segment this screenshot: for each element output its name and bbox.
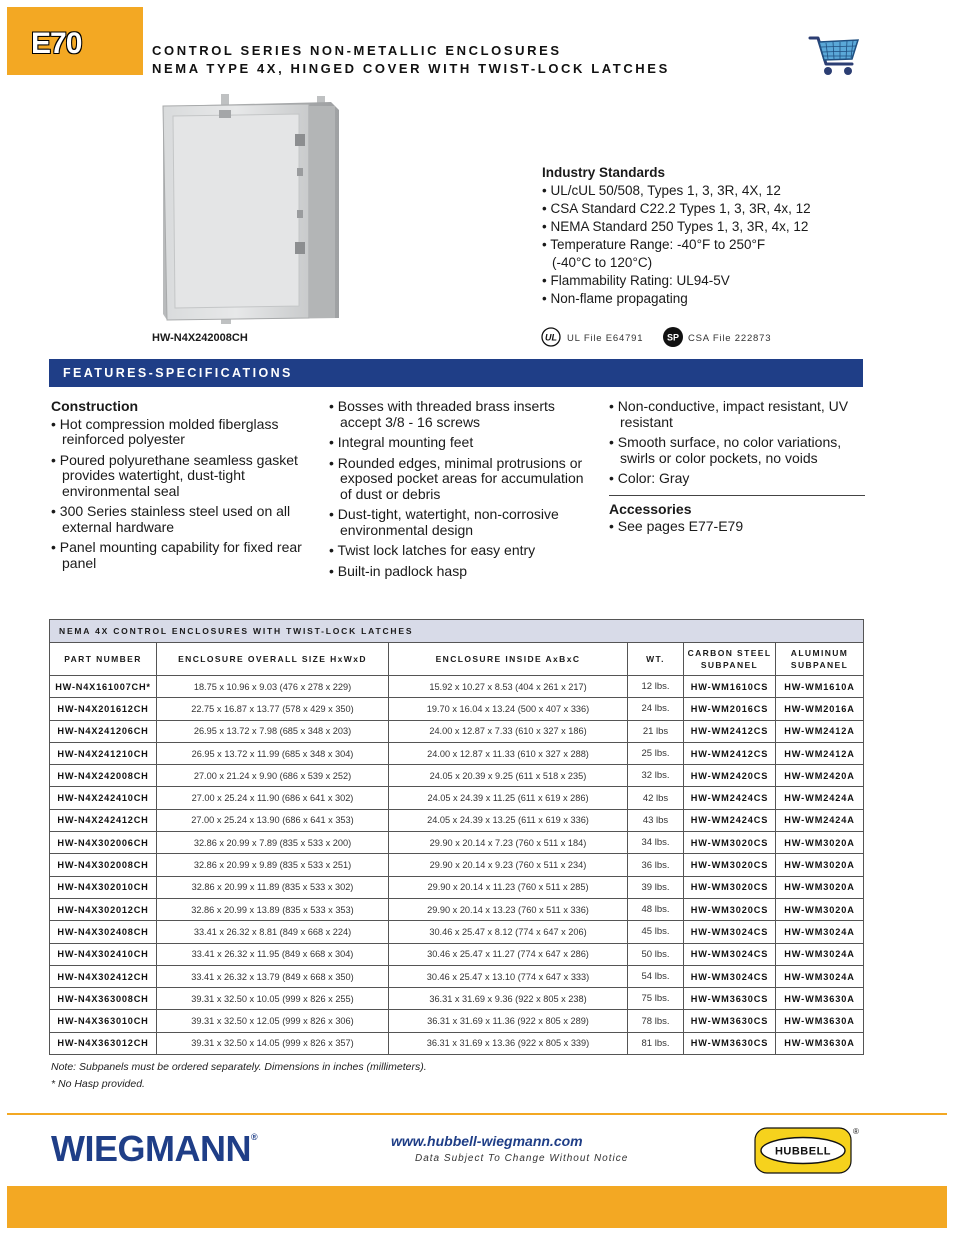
page-title-line-1: CONTROL SERIES NON-METALLIC ENCLOSURES: [152, 43, 562, 58]
weight-cell: 75 lbs.: [628, 988, 684, 1010]
carbon-subpanel-cell: HW-WM2016CS: [684, 698, 776, 720]
page-title-line-2: NEMA TYPE 4X, HINGED COVER WITH TWIST-LOCK LATCHES: [152, 61, 670, 76]
aluminum-subpanel-cell: HW-WM3024A: [776, 943, 864, 965]
aluminum-subpanel-cell: HW-WM3630A: [776, 988, 864, 1010]
weight-cell: 21 lbs: [628, 720, 684, 742]
part-number-cell: HW-N4X302012CH: [50, 898, 157, 920]
table-row: [50, 854, 864, 876]
overall-size-cell: 39.31 x 32.50 x 10.05 (999 x 826 x 255): [157, 988, 389, 1010]
part-number-cell: HW-N4X241210CH: [50, 742, 157, 764]
overall-size-cell: 39.31 x 32.50 x 12.05 (999 x 826 x 306): [157, 1010, 389, 1032]
inside-size-cell: 36.31 x 31.69 x 13.36 (922 x 805 x 339): [389, 1032, 628, 1054]
bottom-color-bar: [7, 1186, 947, 1228]
table-note: Note: Subpanels must be ordered separately. Dimensions in inches (millimeters).: [51, 1061, 427, 1073]
weight-cell: 50 lbs.: [628, 943, 684, 965]
part-number-cell: HW-N4X363008CH: [50, 988, 157, 1010]
part-number-cell: HW-N4X363010CH: [50, 1010, 157, 1032]
disclaimer: Data Subject To Change Without Notice: [415, 1153, 629, 1164]
table-row: [50, 1032, 864, 1054]
table-row: [50, 898, 864, 920]
part-number-cell: HW-N4X201612CH: [50, 698, 157, 720]
features-heading: FEATURES-SPECIFICATIONS: [63, 366, 293, 380]
brand-name: WIEGMANN: [51, 1128, 251, 1169]
feature-item: • Built-in padlock hasp: [329, 562, 467, 579]
weight-cell: 45 lbs.: [628, 921, 684, 943]
weight-cell: 43 lbs: [628, 809, 684, 831]
feature-item: • Dust-tight, watertight, non-corrosive environmental design: [329, 506, 559, 538]
hubbell-logo: [754, 1127, 860, 1175]
aluminum-subpanel-cell: HW-WM3024A: [776, 921, 864, 943]
divider: [609, 495, 865, 496]
aluminum-subpanel-cell: HW-WM3630A: [776, 1010, 864, 1032]
inside-size-cell: 30.46 x 25.47 x 8.12 (774 x 647 x 206): [389, 921, 628, 943]
column-header: ENCLOSURE INSIDE AxBxC: [389, 643, 628, 676]
inside-size-cell: 19.70 x 16.04 x 13.24 (500 x 407 x 336): [389, 698, 628, 720]
column-header: WT.: [628, 643, 684, 676]
inside-size-cell: 24.05 x 20.39 x 9.25 (611 x 518 x 235): [389, 765, 628, 787]
overall-size-cell: 32.86 x 20.99 x 9.89 (835 x 533 x 251): [157, 854, 389, 876]
table-row: [50, 988, 864, 1010]
page-tab: [7, 7, 143, 75]
table-row: [50, 943, 864, 965]
part-number-cell: HW-N4X302010CH: [50, 876, 157, 898]
part-number-cell: HW-N4X302412CH: [50, 965, 157, 987]
enclosure-table: [49, 619, 863, 1055]
registered-mark: ®: [250, 1132, 258, 1142]
part-number-cell: HW-N4X302006CH: [50, 832, 157, 854]
carbon-subpanel-cell: HW-WM2424CS: [684, 809, 776, 831]
aluminum-subpanel-cell: HW-WM3020A: [776, 876, 864, 898]
carbon-subpanel-cell: HW-WM3024CS: [684, 921, 776, 943]
inside-size-cell: 36.31 x 31.69 x 11.36 (922 x 805 x 289): [389, 1010, 628, 1032]
inside-size-cell: 29.90 x 20.14 x 11.23 (760 x 511 x 285): [389, 876, 628, 898]
carbon-subpanel-cell: HW-WM3020CS: [684, 854, 776, 876]
overall-size-cell: 27.00 x 21.24 x 9.90 (686 x 539 x 252): [157, 765, 389, 787]
aluminum-subpanel-cell: HW-WM3020A: [776, 832, 864, 854]
table-row: [50, 787, 864, 809]
aluminum-subpanel-cell: HW-WM1610A: [776, 676, 864, 698]
overall-size-cell: 39.31 x 32.50 x 14.05 (999 x 826 x 357): [157, 1032, 389, 1054]
standards-item: • UL/cUL 50/508, Types 1, 3, 3R, 4X, 12: [542, 183, 781, 198]
overall-size-cell: 32.86 x 20.99 x 7.89 (835 x 533 x 200): [157, 832, 389, 854]
part-number-cell: HW-N4X242410CH: [50, 787, 157, 809]
footer-divider: [7, 1113, 947, 1115]
table-row: [50, 1010, 864, 1032]
feature-item: • Panel mounting capability for fixed rear panel: [51, 539, 302, 571]
overall-size-cell: 33.41 x 26.32 x 13.79 (849 x 668 x 350): [157, 965, 389, 987]
weight-cell: 34 lbs.: [628, 832, 684, 854]
standards-item: • Non-flame propagating: [542, 291, 688, 306]
standards-heading: Industry Standards: [542, 165, 666, 180]
inside-size-cell: 29.90 x 20.14 x 13.23 (760 x 511 x 336): [389, 898, 628, 920]
carbon-subpanel-cell: HW-WM3630CS: [684, 988, 776, 1010]
table-row: [50, 698, 864, 720]
table-row: [50, 765, 864, 787]
aluminum-subpanel-cell: HW-WM2016A: [776, 698, 864, 720]
overall-size-cell: 18.75 x 10.96 x 9.03 (476 x 278 x 229): [157, 676, 389, 698]
feature-item: • Bosses with threaded brass inserts accept 3/8 - 16 screws: [329, 398, 555, 430]
table-row: [50, 876, 864, 898]
feature-item: • Color: Gray: [609, 470, 690, 486]
column-header: ALUMINUM SUBPANEL: [776, 643, 864, 676]
table-row: [50, 965, 864, 987]
carbon-subpanel-cell: HW-WM3630CS: [684, 1032, 776, 1054]
wiegmann-logo: [51, 1128, 257, 1170]
table-caption: NEMA 4X CONTROL ENCLOSURES WITH TWIST-LOCK LATCHES: [50, 620, 864, 643]
standards-item-continued: (-40°C to 120°C): [552, 255, 653, 270]
weight-cell: 12 lbs.: [628, 676, 684, 698]
aluminum-subpanel-cell: HW-WM2424A: [776, 809, 864, 831]
csa-logo-text: SP: [666, 332, 680, 343]
feature-item: • Hot compression molded fiberglass reinforced polyester: [51, 415, 279, 447]
part-number-cell: HW-N4X242412CH: [50, 809, 157, 831]
standards-item: • Flammability Rating: UL94-5V: [542, 273, 730, 288]
part-number-cell: HW-N4X302410CH: [50, 943, 157, 965]
carbon-subpanel-cell: HW-WM3024CS: [684, 965, 776, 987]
aluminum-subpanel-cell: HW-WM3020A: [776, 898, 864, 920]
product-caption: HW-N4X242008CH: [152, 332, 248, 344]
aluminum-subpanel-cell: HW-WM2420A: [776, 765, 864, 787]
feature-item: • Poured polyurethane seamless gasket provides watertight, dust-tight environmental seal: [51, 451, 298, 499]
shopping-cart-icon[interactable]: [806, 32, 862, 80]
part-number-cell: HW-N4X242008CH: [50, 765, 157, 787]
standards-item: • NEMA Standard 250 Types 1, 3, 3R, 4x, 12: [542, 219, 809, 234]
carbon-subpanel-cell: HW-WM3020CS: [684, 876, 776, 898]
table-row: [50, 832, 864, 854]
overall-size-cell: 22.75 x 16.87 x 13.77 (578 x 429 x 350): [157, 698, 389, 720]
table-footnote: * No Hasp provided.: [51, 1078, 145, 1090]
accessories-heading: Accessories: [609, 500, 692, 517]
carbon-subpanel-cell: HW-WM2412CS: [684, 742, 776, 764]
aluminum-subpanel-cell: HW-WM3024A: [776, 965, 864, 987]
weight-cell: 25 lbs.: [628, 742, 684, 764]
features-column-2: [329, 399, 589, 584]
csa-certified-icon: [662, 326, 684, 348]
standards-item: • CSA Standard C22.2 Types 1, 3, 3R, 4x, 12: [542, 201, 811, 216]
table-row: [50, 720, 864, 742]
carbon-subpanel-cell: HW-WM1610CS: [684, 676, 776, 698]
overall-size-cell: 26.95 x 13.72 x 7.98 (685 x 348 x 203): [157, 720, 389, 742]
csa-file-number: CSA File 222873: [688, 333, 772, 344]
carbon-subpanel-cell: HW-WM3024CS: [684, 943, 776, 965]
table-header-row: [50, 643, 864, 676]
overall-size-cell: 33.41 x 26.32 x 8.81 (849 x 668 x 224): [157, 921, 389, 943]
feature-item: • Non-conductive, impact resistant, UV resistant: [609, 398, 849, 430]
inside-size-cell: 29.90 x 20.14 x 7.23 (760 x 511 x 184): [389, 832, 628, 854]
carbon-subpanel-cell: HW-WM3020CS: [684, 832, 776, 854]
carbon-subpanel-cell: HW-WM2424CS: [684, 787, 776, 809]
industry-standards: [542, 164, 862, 308]
overall-size-cell: 27.00 x 25.24 x 13.90 (686 x 641 x 353): [157, 809, 389, 831]
construction-heading: Construction: [51, 398, 139, 414]
standards-item: • Temperature Range: -40°F to 250°F: [542, 237, 766, 252]
features-column-3: [609, 399, 865, 540]
hubbell-logo-text: HUBBELL: [774, 1145, 832, 1158]
weight-cell: 24 lbs.: [628, 698, 684, 720]
part-number-cell: HW-N4X302008CH: [50, 854, 157, 876]
table-row: [50, 742, 864, 764]
weight-cell: 78 lbs.: [628, 1010, 684, 1032]
column-header: PART NUMBER: [50, 643, 157, 676]
inside-size-cell: 30.46 x 25.47 x 11.27 (774 x 647 x 286): [389, 943, 628, 965]
aluminum-subpanel-cell: HW-WM3020A: [776, 854, 864, 876]
inside-size-cell: 15.92 x 10.27 x 8.53 (404 x 261 x 217): [389, 676, 628, 698]
carbon-subpanel-cell: HW-WM2420CS: [684, 765, 776, 787]
carbon-subpanel-cell: HW-WM3630CS: [684, 1010, 776, 1032]
weight-cell: 36 lbs.: [628, 854, 684, 876]
ul-file-number: UL File E64791: [567, 333, 644, 344]
part-number-cell: HW-N4X363012CH: [50, 1032, 157, 1054]
feature-item: • Twist lock latches for easy entry: [329, 542, 536, 558]
weight-cell: 42 lbs: [628, 787, 684, 809]
aluminum-subpanel-cell: HW-WM2424A: [776, 787, 864, 809]
feature-item: • 300 Series stainless steel used on all external hardware: [51, 503, 291, 535]
part-number-cell: HW-N4X241206CH: [50, 720, 157, 742]
features-column-1: [51, 399, 306, 576]
feature-item: • Smooth surface, no color variations, swirls or color pockets, no voids: [609, 434, 842, 466]
overall-size-cell: 33.41 x 26.32 x 11.95 (849 x 668 x 304): [157, 943, 389, 965]
inside-size-cell: 36.31 x 31.69 x 9.36 (922 x 805 x 238): [389, 988, 628, 1010]
inside-size-cell: 24.05 x 24.39 x 13.25 (611 x 619 x 336): [389, 809, 628, 831]
weight-cell: 39 lbs.: [628, 876, 684, 898]
features-section-bar: [49, 359, 863, 387]
table-row: [50, 676, 864, 698]
ul-logo-text: UL: [545, 332, 557, 343]
weight-cell: 81 lbs.: [628, 1032, 684, 1054]
website-link[interactable]: www.hubbell-wiegmann.com: [391, 1133, 583, 1149]
weight-cell: 32 lbs.: [628, 765, 684, 787]
inside-size-cell: 24.00 x 12.87 x 11.33 (610 x 327 x 288): [389, 742, 628, 764]
part-number-cell: HW-N4X161007CH*: [50, 676, 157, 698]
aluminum-subpanel-cell: HW-WM3630A: [776, 1032, 864, 1054]
overall-size-cell: 32.86 x 20.99 x 13.89 (835 x 533 x 353): [157, 898, 389, 920]
carbon-subpanel-cell: HW-WM2412CS: [684, 720, 776, 742]
table-row: [50, 921, 864, 943]
weight-cell: 54 lbs.: [628, 965, 684, 987]
inside-size-cell: 29.90 x 20.14 x 9.23 (760 x 511 x 234): [389, 854, 628, 876]
part-number-cell: HW-N4X302408CH: [50, 921, 157, 943]
hubbell-registered-mark: ®: [853, 1127, 859, 1136]
feature-item: • Integral mounting feet: [329, 434, 474, 450]
carbon-subpanel-cell: HW-WM3020CS: [684, 898, 776, 920]
enclosure-product-image: [159, 92, 341, 328]
page-code: E70: [31, 27, 82, 60]
inside-size-cell: 24.05 x 24.39 x 11.25 (611 x 619 x 286): [389, 787, 628, 809]
inside-size-cell: 24.00 x 12.87 x 7.33 (610 x 327 x 186): [389, 720, 628, 742]
overall-size-cell: 27.00 x 25.24 x 11.90 (686 x 641 x 302): [157, 787, 389, 809]
overall-size-cell: 26.95 x 13.72 x 11.99 (685 x 348 x 304): [157, 742, 389, 764]
column-header: ENCLOSURE OVERALL SIZE HxWxD: [157, 643, 389, 676]
column-header: CARBON STEEL SUBPANEL: [684, 643, 776, 676]
accessories-link[interactable]: • See pages E77-E79: [609, 518, 744, 534]
feature-item: • Rounded edges, minimal protrusions or exposed pocket areas for accumulation of dust or debris: [329, 454, 584, 502]
aluminum-subpanel-cell: HW-WM2412A: [776, 720, 864, 742]
aluminum-subpanel-cell: HW-WM2412A: [776, 742, 864, 764]
overall-size-cell: 32.86 x 20.99 x 11.89 (835 x 533 x 302): [157, 876, 389, 898]
weight-cell: 48 lbs.: [628, 898, 684, 920]
inside-size-cell: 30.46 x 25.47 x 13.10 (774 x 647 x 333): [389, 965, 628, 987]
ul-listed-icon: [541, 327, 561, 347]
table-row: [50, 809, 864, 831]
